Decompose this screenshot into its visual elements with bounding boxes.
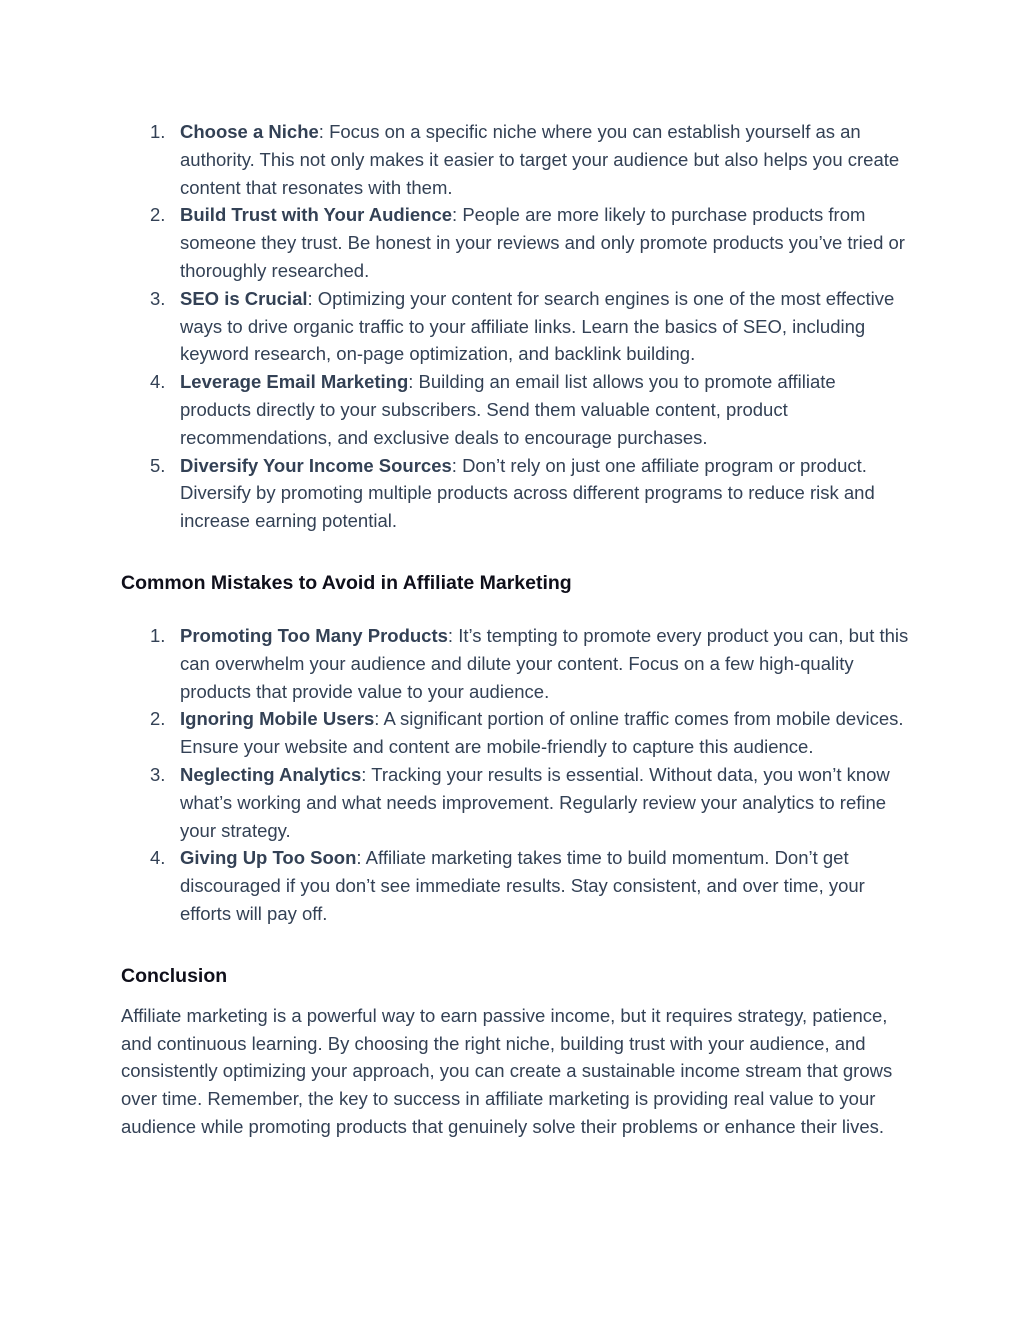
list-term: Promoting Too Many Products bbox=[180, 624, 448, 646]
list-term: Build Trust with Your Audience bbox=[180, 204, 453, 226]
list-number: 2. bbox=[150, 708, 166, 730]
list-item bbox=[121, 761, 911, 844]
tips-list bbox=[121, 118, 911, 535]
list-item bbox=[121, 622, 911, 705]
list-term: SEO is Crucial bbox=[180, 287, 308, 309]
list-number: 1. bbox=[150, 121, 166, 142]
list-item bbox=[121, 844, 911, 927]
conclusion-paragraph: Affiliate marketing is a powerful way to earn passive income, but it requires strategy, patience, and continuous learning. By choosing the right niche, building trust with your audience, and consistently optimizing your approach, you can create a sustainable income stream that grows over time. Remember, the key to success in affiliate marketing is providing real value to your audience while promoting products that genuinely solve their problems or enhance their lives. bbox=[121, 1004, 893, 1137]
list-term: Ignoring Mobile Users bbox=[180, 708, 375, 730]
list-term: Giving Up Too Soon bbox=[180, 847, 357, 869]
section-heading-mistakes: Common Mistakes to Avoid in Affiliate Marketing bbox=[121, 571, 572, 594]
list-item bbox=[121, 201, 911, 284]
section-heading-conclusion: Conclusion bbox=[121, 964, 228, 987]
list-term: Neglecting Analytics bbox=[180, 763, 362, 785]
list-term: Choose a Niche bbox=[180, 121, 319, 142]
list-item bbox=[121, 452, 911, 535]
list-text: : Optimizing your content for search engines is one of the most effective ways to drive organic traffic to your affiliate links. Learn the basics of SEO, including keyword research, on-page optimization, and backlink building. bbox=[180, 287, 895, 365]
list-number: 3. bbox=[150, 287, 166, 309]
list-text: : People are more likely to purchase products from someone they trust. Be honest in your reviews and only promote products you’ve tried or thoroughly researched. bbox=[180, 204, 905, 281]
list-item bbox=[121, 285, 911, 368]
list-text: : Building an email list allows you to promote affiliate products directly to your subscribers. Send them valuable content, product recommendations, and exclusive deals to encourage purchases. bbox=[180, 371, 836, 448]
list-number: 4. bbox=[150, 847, 166, 869]
list-term: Diversify Your Income Sources bbox=[180, 454, 452, 476]
list-item bbox=[121, 118, 911, 201]
mistakes-list bbox=[121, 622, 911, 928]
list-text: : Tracking your results is essential. Without data, you won’t know what’s working and what needs improvement. Regularly review your analytics to refine your strategy. bbox=[180, 763, 890, 841]
document-page bbox=[121, 118, 911, 1141]
list-text: : Don’t rely on just one affiliate program or product. Diversify by promoting multiple products across different programs to reduce risk and increase earning potential. bbox=[180, 454, 875, 532]
list-number: 4. bbox=[150, 371, 166, 393]
list-number: 3. bbox=[150, 763, 166, 785]
list-number: 5. bbox=[150, 454, 166, 476]
list-text: : Affiliate marketing takes time to build momentum. Don’t get discouraged if you don’t see immediate results. Stay consistent, and over time, your efforts will pay off. bbox=[180, 847, 865, 924]
list-number: 2. bbox=[150, 204, 166, 226]
list-text: : It’s tempting to promote every product you can, but this can overwhelm your audience and dilute your content. Focus on a few high-quality products that provide value to your audience. bbox=[180, 624, 909, 702]
list-term: Leverage Email Marketing bbox=[180, 371, 409, 393]
list-text: : Focus on a specific niche where you can establish yourself as an authority. This not only makes it easier to target your audience but also helps you create content that resonates with them. bbox=[180, 121, 900, 198]
list-item bbox=[121, 705, 911, 761]
list-text: : A significant portion of online traffic comes from mobile devices. Ensure your website and content are mobile-friendly to capture this audience. bbox=[180, 708, 904, 758]
list-number: 1. bbox=[150, 624, 166, 646]
list-item bbox=[121, 368, 911, 451]
